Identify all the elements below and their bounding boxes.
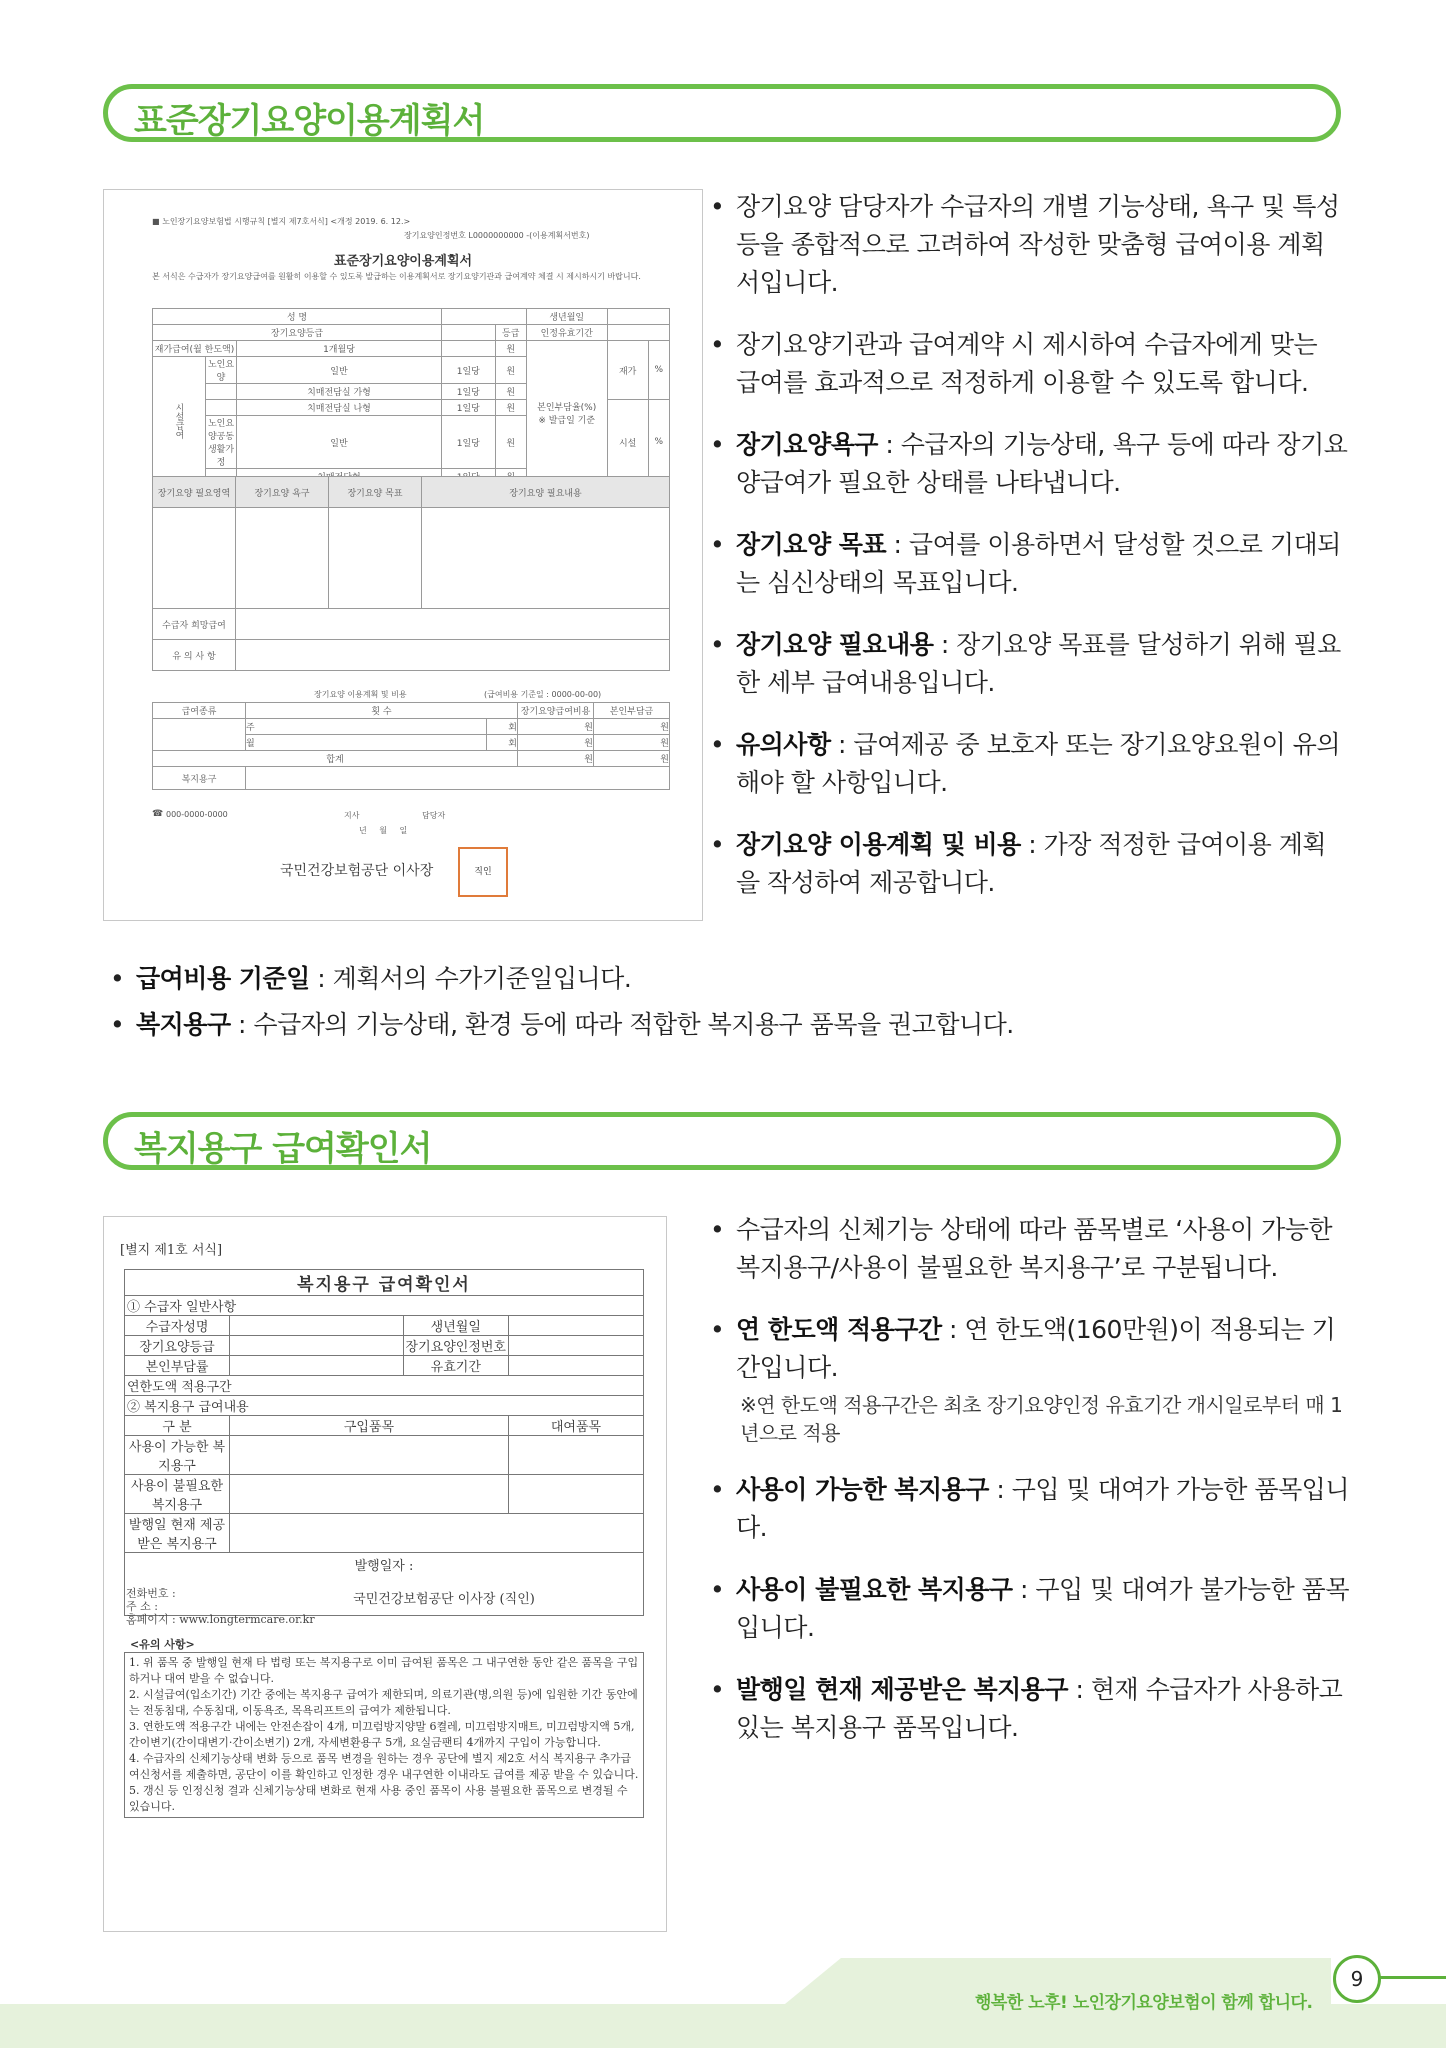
bullet-item: • 복지용구 : 수급자의 기능상태, 환경 등에 따라 적합한 복지용구 품목을 권고합니다.: [108, 1006, 1338, 1044]
cell-total: 합계: [153, 751, 518, 767]
form2-header: [별지 제1호 서식]: [120, 1243, 223, 1258]
form2-notes: [124, 1652, 644, 1818]
footer-slogan: 행복한 노후! 노인장기요양보험이 함께 합니다.: [975, 1993, 1313, 2013]
section-header-care-plan: [103, 84, 1341, 142]
section-title: 복지용구 급여확인서: [134, 1129, 432, 1169]
care-plan-bottom-bullets: [108, 960, 1338, 1068]
cell-facility: 시설급여: [153, 357, 206, 485]
phone-icon: ☎: [152, 809, 164, 819]
bullet-item: • 수급자의 신체기능 상태에 따라 품목별로 ‘사용이 가능한 복지용구/사용이 불필요한 복지용구’로 구분됩니다.: [708, 1211, 1353, 1287]
form-header-left: ■ 노인장기요양보험법 시행규칙 [별지 제7호서식] <개정 2019. 6. 12.>: [152, 217, 411, 226]
cell-limit-unit: 1개월당: [237, 341, 442, 357]
bullet-item: • 사용이 불필요한 복지용구 : 구입 및 대여가 불가능한 품목입니다.: [708, 1571, 1353, 1647]
form2-contact: 전화번호 : 주 소 : 홈페이지 : www.longtermcare.or.kr: [126, 1587, 315, 1626]
form-plan-table: 급여종류 횟 수 장기요양급여비용 본인부담금 주 회 원 원 월 회 원 원 합계 원 원 복지용구: [152, 702, 670, 790]
cell-content: 장기요양 필요내용: [422, 477, 670, 508]
plan-title: 장기요양 이용계획 및 비용: [314, 690, 407, 699]
bullet-item: • 발행일 현재 제공받은 복지용구 : 현재 수급자가 사용하고 있는 복지용구 품목입니다.: [708, 1671, 1353, 1747]
bullet-item: • 장기요양욕구 : 수급자의 기능상태, 욕구 등에 따라 장기요양급여가 필요한 상태를 나타냅니다.: [708, 426, 1348, 502]
seal-text: 직인: [474, 867, 492, 877]
bullet-item: • 장기요양 담당자가 수급자의 개별 기능상태, 욕구 및 특성 등을 종합적으로 고려하여 작성한 맞춤형 급여이용 계획서입니다.: [708, 188, 1348, 302]
note-item: 3. 연한도액 적용구간 내에는 안전손잡이 4개, 미끄럼방지양말 6켤레, 미끄럼방지매트, 미끄럼방지액 5개, 간이변기(간이대변기·간이소변기) 2개, 자세변환용구 5개, 요실금팬티 4개까지 구입이 가능합니다.: [129, 1720, 635, 1749]
cell-needs: 장기요양 욕구: [236, 477, 329, 508]
welfare-confirm-bullets: [708, 1211, 1353, 1771]
bullet-note: ※연 한도액 적용구간은 최초 장기요양인정 유효기간 개시일로부터 매 1년으로 적용: [740, 1393, 1343, 1445]
cell-needs-area: 장기요양 필요영역: [153, 477, 236, 508]
welfare-confirm-form-image: [103, 1216, 667, 1932]
cell-cost: 장기요양급여비용: [518, 703, 594, 719]
page-number: 9: [1333, 1955, 1381, 2003]
cell-count: 횟 수: [246, 703, 518, 719]
form-title: 표준장기요양이용계획서: [333, 254, 473, 269]
care-plan-bullets: [708, 188, 1348, 926]
section-header-welfare-confirm: [103, 1112, 1341, 1170]
bullet-item: • 장기요양기관과 급여계약 시 제시하여 수급자에게 맞는 급여를 효과적으로 적정하게 이용할 수 있도록 합니다.: [708, 326, 1348, 402]
bullet-item: • 유의사항 : 급여제공 중 보호자 또는 장기요양요원이 유의해야 할 사항입니다.: [708, 726, 1348, 802]
cell-copay-note: ※ 발급일 기준: [538, 415, 596, 426]
note-item: 1. 위 품목 중 발행일 현재 타 법령 또는 복지용구로 이미 급여된 품목은 그 내구연한 동안 같은 품목을 구입하거나 대여 받을 수 없습니다.: [129, 1656, 639, 1685]
form2-table: 복지용구 급여확인서 ① 수급자 일반사항 수급자성명 생년월일 장기요양등급 장기요양인정번호 본인부담률 유효기간 연한도액 적용구간 ② 복지용구 급여내용 구 분 구입품목 대여품목 사용이 가능한 복지용구 사용이 불필요한 복지용구 발행일 현재 제공받은 복지용구 발행일자 : 국민건강보험공단 이사장 (직인): [124, 1269, 644, 1616]
bullet-item: • 장기요양 목표 : 급여를 이용하면서 달성할 것으로 기대되는 심신상태의 목표입니다.: [708, 526, 1348, 602]
form-needs-table: [152, 476, 670, 671]
cell-kind: 급여종류: [153, 703, 246, 719]
cell-facility-short: 시설: [607, 400, 648, 485]
cell-grade: 장기요양등급: [153, 325, 442, 341]
form-header-right: 장기요양인정번호 L0000000000 -(이용계획서번호): [404, 231, 590, 240]
cell-name: 성 명: [153, 309, 442, 325]
cell-home: 재가: [607, 341, 648, 400]
form-intro: 본 서식은 수급자가 장기요양급여를 원활히 이용할 수 있도록 발급하는 이용계획서로 장기요양기관과 급여계약 체결 시 제시하시기 바랍니다.: [152, 272, 641, 281]
section-title: 표준장기요양이용계획서: [134, 101, 485, 141]
cell-wish: 수급자 희망급여: [153, 609, 236, 640]
cell-caution: 유 의 사 항: [153, 640, 236, 671]
note-item: 2. 시설급여(입소기간) 기간 중에는 복지용구 급여가 제한되며, 의료기관(병,의원 등)에 입원한 기간 동안에는 전동침대, 수동침대, 이동욕조, 목욕리프트의 급여가 제한됩니다.: [129, 1688, 638, 1717]
note-item: 5. 갱신 등 인정신청 결과 신체기능상태 변화로 현재 사용 중인 품목이 사용 불필요한 품목으로 변경될 수 있습니다.: [129, 1784, 628, 1813]
form2-notes-title: <유의 사항>: [130, 1638, 195, 1651]
cell-grade-unit: 등급: [495, 325, 526, 341]
bullet-item: • 급여비용 기준일 : 계획서의 수가기준일입니다.: [108, 960, 1338, 998]
care-plan-form-image: [103, 189, 703, 921]
plan-date: (급여비용 기준일 : 0000-00-00): [484, 690, 602, 699]
cell-valid: 인정유효기간: [526, 325, 607, 341]
cell-copay-amount: 본인부담금: [594, 703, 670, 719]
form-date: 년 월 일: [359, 826, 408, 835]
bullet-item: • 연 한도액 적용구간 : 연 한도액(160만원)이 적용되는 기간입니다. ※연 한도액 적용구간은 최초 장기요양인정 유효기간 개시일로부터 매 1년으로 적용: [708, 1311, 1353, 1447]
page-number-line: [1378, 1976, 1446, 1979]
bullet-item: • 장기요양 필요내용 : 장기요양 목표를 달성하기 위해 필요한 세부 급여내용입니다.: [708, 626, 1348, 702]
form-issuer: 국민건강보험공단 이사장: [280, 863, 434, 879]
footer-wedge: [785, 1958, 841, 2004]
form-branch: 지사: [344, 811, 360, 820]
cell-goal: 장기요양 목표: [329, 477, 422, 508]
cell-birth: 생년월일: [526, 309, 607, 325]
seal-box: [458, 847, 508, 897]
bullet-item: • 사용이 가능한 복지용구 : 구입 및 대여가 가능한 품목입니다.: [708, 1471, 1353, 1547]
cell-welfare: 복지용구: [153, 767, 246, 790]
form-phone: 000-0000-0000: [166, 810, 228, 819]
form-general-table: 성 명 생년월일 장기요양등급 등급 인정유효기간 재가급여(월 한도액) 1개월당 원 본인부담율(%) ※ 발급일 기준 재가 % 시설급여 노인요양 일반 1일당 원 치매전담실 가형 1일당 원 치매전담실 나형 1일당 원 시설 % 노인요양공동생활가정 일반 1일당 원 치매전담형 1일당 원: [152, 308, 670, 485]
form2-title: 복지용구 급여확인서: [125, 1270, 644, 1296]
cell-limit: 재가급여(월 한도액): [153, 341, 237, 357]
form-manager: 담당자: [422, 811, 446, 820]
bullet-item: • 장기요양 이용계획 및 비용 : 가장 적정한 급여이용 계획을 작성하여 제공합니다.: [708, 826, 1348, 902]
cell-copay: 본인부담율(%): [537, 402, 597, 413]
note-item: 4. 수급자의 신체기능상태 변화 등으로 품목 변경을 원하는 경우 공단에 별지 제2호 서식 복지용구 추가급여신청서를 제출하면, 공단이 이를 확인하고 인정한 경우 내구연한 이내라도 급여를 제공 받을 수 있습니다.: [129, 1752, 639, 1781]
